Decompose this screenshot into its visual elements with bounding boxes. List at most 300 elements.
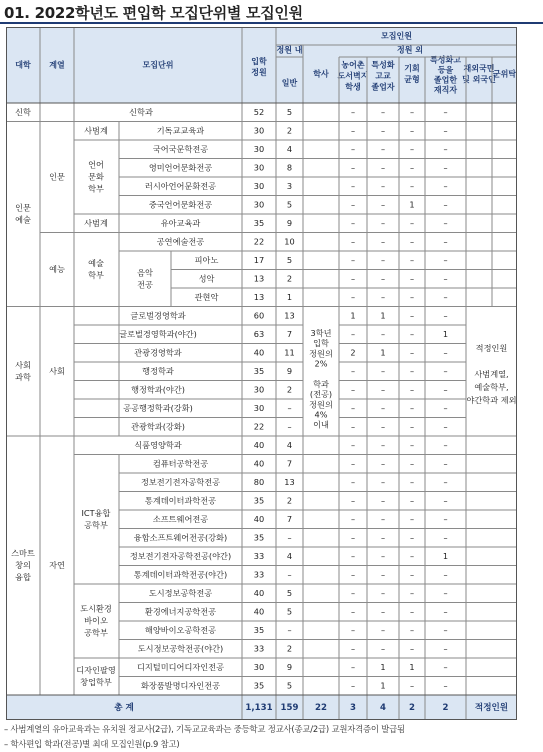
farm-value: – — [350, 476, 356, 487]
bachelor-note: 입학 — [313, 338, 329, 349]
header-in-quota: 정원 내 — [276, 45, 303, 55]
special-hs-value: – — [380, 180, 386, 191]
equal-value: – — [409, 532, 415, 543]
quota-value: 80 — [253, 476, 265, 487]
special-hs-value: 1 — [380, 661, 386, 672]
quota-value: 22 — [253, 236, 265, 247]
unit-name: 정보전기전자공학전공(야간) — [129, 550, 232, 561]
header-general: 일반 — [281, 78, 298, 88]
general-value: – — [287, 624, 292, 635]
quota-value: 40 — [253, 513, 265, 524]
equal-value: – — [409, 439, 415, 450]
special-work-value: – — [443, 661, 448, 672]
special-work-value: – — [443, 180, 448, 191]
special-hs-value: – — [380, 532, 386, 543]
farm-value: – — [350, 513, 356, 524]
general-value: 13 — [284, 476, 295, 487]
quota-value: 40 — [253, 587, 265, 598]
unit-name: 통계데이터과학전공(야간) — [133, 569, 228, 580]
special-hs-value: 1 — [380, 347, 386, 358]
quota-value: 30 — [253, 180, 265, 191]
special-work-value: – — [443, 125, 448, 136]
special-hs-value: – — [380, 402, 386, 413]
equal-value: – — [409, 643, 415, 654]
general-value: – — [287, 569, 292, 580]
page-title: 01. 2022학년도 편입학 모집단위별 모집인원 — [4, 4, 303, 22]
special-work-value: – — [443, 199, 448, 210]
general-value: 4 — [286, 439, 293, 450]
general-value: 1 — [286, 291, 293, 302]
header-special-hs: 졸업자 — [371, 82, 395, 92]
equal-value: – — [409, 476, 415, 487]
header-quota: 정원 — [251, 68, 267, 77]
bachelor-note: 학과 — [313, 378, 329, 389]
general-value: 2 — [286, 495, 293, 506]
bachelor-note: 이내 — [313, 419, 329, 430]
header-unit: 모집단위 — [142, 60, 174, 70]
general-value: – — [287, 421, 292, 432]
special-hs-value: 1 — [380, 680, 386, 691]
unit-name: 피아노 — [194, 254, 219, 265]
group-label: 사범계 — [84, 125, 108, 136]
college-label: 창의 — [15, 560, 31, 570]
bachelor-note: 정원의 — [309, 348, 333, 359]
quota-value: 35 — [253, 532, 265, 543]
farm-value: – — [350, 125, 356, 136]
equal-value: – — [409, 125, 415, 136]
quota-value: 30 — [253, 661, 265, 672]
general-value: 5 — [286, 254, 293, 265]
special-work-value: – — [443, 291, 448, 302]
farm-value: – — [350, 291, 356, 302]
farm-value: – — [350, 365, 356, 376]
unit-name: 국어국문학전공 — [152, 143, 209, 154]
unit-name: 도시정보공학전공 — [148, 587, 213, 598]
college-label: 사회 — [15, 359, 31, 370]
foreign-note: 예술학부, — [474, 381, 509, 392]
equal-value: – — [409, 624, 415, 635]
field-label: 자연 — [49, 560, 65, 570]
header-farm: 농어촌 — [341, 60, 365, 70]
equal-value: – — [409, 347, 415, 358]
special-work-value: – — [443, 162, 448, 173]
general-value: 5 — [286, 199, 293, 210]
special-hs-value: – — [380, 328, 386, 339]
farm-value: – — [350, 106, 356, 117]
general-value: 5 — [286, 680, 293, 691]
special-hs-value: – — [380, 291, 386, 302]
unit-name: 화장품발명디자인전공 — [140, 680, 221, 691]
equal-value: – — [409, 513, 415, 524]
field-label: 예능 — [49, 264, 65, 274]
group-label: 학부 — [88, 183, 104, 194]
special-work-value: – — [443, 365, 448, 376]
total-special-hs: 4 — [380, 703, 386, 713]
equal-value: – — [409, 310, 415, 321]
foreign-note: 적정인원 — [475, 342, 508, 353]
special-hs-value: – — [380, 569, 386, 580]
quota-value: 40 — [253, 439, 265, 450]
header-quota: 입학 — [251, 57, 267, 66]
title-rule — [0, 22, 543, 24]
unit-name: 영미언어문화전공 — [148, 162, 213, 173]
group-label: 음악 — [137, 267, 153, 278]
unit-name: 글로벌경영학과(야간) — [119, 328, 197, 339]
farm-value: – — [350, 402, 356, 413]
general-value: 5 — [286, 106, 293, 117]
farm-value: – — [350, 569, 356, 580]
unit-name: 공연예술전공 — [156, 236, 205, 247]
unit-name: 환경에너지공학전공 — [144, 606, 217, 617]
field-label: 인문 — [49, 171, 65, 182]
farm-value: – — [350, 328, 356, 339]
farm-value: – — [350, 162, 356, 173]
farm-value: 1 — [350, 310, 356, 321]
equal-value: 1 — [409, 661, 415, 672]
equal-value: – — [409, 421, 415, 432]
quota-value: 13 — [253, 291, 265, 302]
unit-name: 공공행정학과(강화) — [123, 402, 193, 413]
equal-value: – — [409, 384, 415, 395]
general-value: 8 — [286, 162, 293, 173]
special-work-value: – — [443, 606, 448, 617]
special-work-value: – — [443, 217, 448, 228]
general-value: 9 — [286, 365, 293, 376]
header-special-work: 졸업한 — [433, 75, 458, 85]
special-work-value: – — [443, 347, 448, 358]
bachelor-note: 2% — [314, 358, 328, 369]
special-work-value: – — [443, 513, 448, 524]
special-work-value: – — [443, 587, 448, 598]
farm-value: – — [350, 587, 356, 598]
farm-value: – — [350, 273, 356, 284]
quota-value: 40 — [253, 347, 265, 358]
group-label: 바이오 — [84, 615, 108, 626]
header-farm: 도서벽지 — [337, 71, 369, 81]
general-value: 4 — [286, 143, 293, 154]
general-value: 5 — [286, 587, 293, 598]
unit-name: 정보전기전자공학전공 — [140, 476, 221, 487]
equal-value: – — [409, 495, 415, 506]
equal-value: 1 — [409, 199, 415, 210]
special-work-value: – — [443, 476, 448, 487]
quota-value: 30 — [253, 402, 265, 413]
quota-value: 35 — [253, 495, 265, 506]
special-work-value: 1 — [442, 328, 449, 339]
header-military: 군위탁 — [492, 69, 517, 79]
header-special-work: 특성화고 — [430, 55, 461, 65]
farm-value: – — [350, 495, 356, 506]
special-hs-value: – — [380, 421, 386, 432]
group-label: 문화 — [88, 171, 104, 182]
unit-name: 해양바이오공학전공 — [144, 624, 217, 635]
special-hs-value: – — [380, 384, 386, 395]
group-label: 전공 — [137, 279, 153, 290]
footnote-1: – 사범계열의 유아교육과는 유치원 정교사(2급), 기독교교육과는 중등학교 정교사(종교/2급) 교원자격증이 발급됨 — [4, 724, 405, 734]
group-label: 예술 — [88, 258, 104, 268]
farm-value: – — [350, 680, 356, 691]
special-work-value: – — [443, 310, 448, 321]
equal-value: – — [409, 458, 415, 469]
farm-value: – — [350, 532, 356, 543]
special-work-value: – — [443, 384, 448, 395]
equal-value: – — [409, 162, 415, 173]
special-hs-value: – — [380, 365, 386, 376]
foreign-note: 야간학과 제외 — [466, 394, 517, 405]
unit-name: 통계데이터과학전공 — [144, 495, 217, 506]
farm-value: – — [350, 661, 356, 672]
unit-name: 유아교육과 — [160, 217, 201, 228]
header-special-work: 재직자 — [433, 85, 458, 95]
farm-value: – — [350, 236, 356, 247]
college-label: 인문 — [15, 202, 31, 213]
group-label: 디자인팔영 — [76, 665, 116, 675]
farm-value: – — [350, 643, 356, 654]
unit-name: 러시아언어문화전공 — [144, 180, 217, 191]
general-value: 9 — [286, 217, 293, 228]
general-value: 7 — [286, 513, 293, 524]
header-recruit: 모집인원 — [381, 31, 412, 41]
group-label: 공학부 — [84, 627, 108, 638]
general-value: 11 — [284, 347, 295, 358]
unit-name: 융합소프트웨어전공(강화) — [133, 532, 228, 543]
foreign-note: 사범계열, — [474, 368, 509, 379]
quota-value: 35 — [253, 624, 265, 635]
unit-name: 식품영양학과 — [134, 439, 182, 450]
total-special-work: 2 — [442, 703, 449, 713]
quota-value: 17 — [253, 254, 265, 265]
unit-name: 디지털미디어디자인전공 — [136, 661, 225, 672]
unit-name: 신학과 — [129, 106, 153, 117]
college-label: 신학 — [15, 106, 31, 117]
special-hs-value: – — [380, 606, 386, 617]
quota-value: 13 — [253, 273, 265, 284]
farm-value: – — [350, 143, 356, 154]
admission-table — [6, 27, 517, 720]
unit-name: 관광학과(강화) — [131, 421, 185, 432]
special-work-value: – — [443, 236, 448, 247]
special-work-value: – — [443, 143, 448, 154]
bachelor-note: (전공) — [309, 389, 333, 400]
general-value: 10 — [284, 236, 295, 247]
special-hs-value: – — [380, 513, 386, 524]
special-hs-value: – — [380, 273, 386, 284]
college-label: 융합 — [15, 572, 31, 582]
quota-value: 33 — [253, 643, 265, 654]
special-hs-value: – — [380, 624, 386, 635]
unit-name: 중국언어문화전공 — [148, 199, 213, 210]
header-special-work: 등을 — [437, 65, 454, 75]
quota-value: 30 — [253, 199, 265, 210]
special-hs-value: – — [380, 199, 386, 210]
general-value: 13 — [284, 310, 295, 321]
farm-value: – — [350, 217, 356, 228]
quota-value: 30 — [253, 162, 265, 173]
unit-name: 관광경영학과 — [134, 347, 182, 358]
special-hs-value: – — [380, 550, 386, 561]
total-general: 159 — [280, 703, 299, 713]
quota-value: 33 — [253, 569, 265, 580]
equal-value: – — [409, 402, 415, 413]
total-equal: 2 — [409, 703, 415, 713]
total-farm: 3 — [350, 703, 356, 713]
group-label: 창업학부 — [80, 677, 112, 687]
total-foreign: 적정인원 — [474, 703, 509, 713]
unit-name: 관현악 — [194, 291, 219, 302]
unit-name: 행정학과(야간) — [131, 384, 185, 395]
general-value: – — [287, 532, 292, 543]
quota-value: 30 — [253, 125, 265, 136]
special-hs-value: – — [380, 125, 386, 136]
unit-name: 컴퓨터공학전공 — [152, 458, 209, 469]
general-value: 3 — [286, 180, 293, 191]
special-hs-value: – — [380, 643, 386, 654]
equal-value: – — [409, 680, 415, 691]
special-hs-value: – — [380, 143, 386, 154]
bachelor-note: 정원의 — [309, 399, 333, 410]
farm-value: – — [350, 458, 356, 469]
equal-value: – — [409, 550, 415, 561]
header-equal: 균형 — [404, 75, 420, 84]
equal-value: – — [409, 106, 415, 117]
total-label: 총 계 — [114, 703, 134, 713]
equal-value: – — [409, 143, 415, 154]
general-value: 2 — [286, 273, 293, 284]
special-work-value: – — [443, 495, 448, 506]
unit-name: 성악 — [198, 273, 215, 284]
special-work-value: – — [443, 402, 448, 413]
equal-value: – — [409, 291, 415, 302]
special-work-value: – — [443, 680, 448, 691]
group-label: 사범계 — [84, 217, 108, 228]
special-work-value: – — [443, 624, 448, 635]
quota-value: 60 — [253, 310, 265, 321]
total-quota: 1,131 — [245, 703, 273, 713]
special-hs-value: – — [380, 476, 386, 487]
equal-value: – — [409, 254, 415, 265]
special-work-value: – — [443, 569, 448, 580]
special-work-value: 1 — [442, 550, 449, 561]
header-college: 대학 — [15, 60, 31, 70]
quota-value: 63 — [253, 328, 265, 339]
special-hs-value: – — [380, 495, 386, 506]
equal-value: – — [409, 569, 415, 580]
unit-name: 행정학과 — [142, 365, 174, 376]
general-value: 5 — [286, 606, 293, 617]
header-foreign: 및 외국인 — [462, 75, 496, 84]
unit-name: 소프트웨어전공 — [152, 513, 209, 524]
farm-value: – — [350, 439, 356, 450]
bachelor-note: 4% — [314, 409, 328, 420]
unit-name: 도시정보공학전공(야간) — [137, 643, 224, 654]
equal-value: – — [409, 273, 415, 284]
equal-value: – — [409, 606, 415, 617]
general-value: 2 — [286, 125, 293, 136]
farm-value: – — [350, 624, 356, 635]
footnote-2: – 학사편입 학과(전공)별 최대 모집인원(p.9 참고) — [4, 739, 180, 749]
special-hs-value: – — [380, 254, 386, 265]
farm-value: – — [350, 180, 356, 191]
bachelor-note: 3학년 — [310, 327, 332, 338]
equal-value: – — [409, 217, 415, 228]
header-farm: 학생 — [345, 82, 361, 92]
total-bachelor: 22 — [315, 703, 327, 713]
farm-value: – — [350, 384, 356, 395]
college-label: 과학 — [15, 371, 31, 382]
group-label: 학부 — [88, 270, 104, 280]
general-value: 2 — [286, 384, 293, 395]
quota-value: 33 — [253, 550, 265, 561]
header-equal: 기회 — [404, 64, 420, 73]
special-hs-value: – — [380, 587, 386, 598]
special-work-value: – — [443, 439, 448, 450]
header-special-hs: 고교 — [375, 71, 391, 81]
special-hs-value: – — [380, 106, 386, 117]
header-out-quota: 정원 외 — [397, 45, 423, 55]
quota-value: 35 — [253, 217, 265, 228]
general-value: 4 — [286, 550, 293, 561]
group-label: ICT융합 — [81, 507, 111, 518]
equal-value: – — [409, 365, 415, 376]
farm-value: – — [350, 550, 356, 561]
group-label: 공학부 — [84, 519, 108, 530]
special-work-value: – — [443, 273, 448, 284]
equal-value: – — [409, 328, 415, 339]
quota-value: 52 — [253, 106, 265, 117]
unit-name: 기독교교육과 — [156, 125, 205, 136]
field-label: 사회 — [49, 365, 65, 376]
special-hs-value: – — [380, 217, 386, 228]
farm-value: – — [350, 606, 356, 617]
equal-value: – — [409, 587, 415, 598]
special-work-value: – — [443, 106, 448, 117]
special-work-value: – — [443, 643, 448, 654]
farm-value: – — [350, 199, 356, 210]
special-hs-value: – — [380, 458, 386, 469]
general-value: – — [287, 402, 292, 413]
quota-value: 40 — [253, 606, 265, 617]
special-work-value: – — [443, 532, 448, 543]
general-value: 9 — [286, 661, 293, 672]
general-value: 2 — [286, 643, 293, 654]
special-work-value: – — [443, 421, 448, 432]
special-work-value: – — [443, 458, 448, 469]
farm-value: – — [350, 254, 356, 265]
group-label: 언어 — [88, 159, 104, 170]
special-hs-value: – — [380, 439, 386, 450]
group-label: 도시환경 — [80, 603, 112, 614]
college-label: 스마트 — [11, 548, 35, 558]
quota-value: 40 — [253, 458, 265, 469]
farm-value: 2 — [350, 347, 356, 358]
quota-value: 35 — [253, 680, 265, 691]
special-hs-value: 1 — [380, 310, 386, 321]
equal-value: – — [409, 236, 415, 247]
quota-value: 30 — [253, 143, 265, 154]
unit-name: 글로벌경영학과 — [130, 310, 186, 321]
special-hs-value: – — [380, 162, 386, 173]
header-field: 계열 — [49, 60, 65, 70]
special-hs-value: – — [380, 236, 386, 247]
header-bachelor: 학사 — [313, 69, 329, 79]
farm-value: – — [350, 421, 356, 432]
header-special-hs: 특성화 — [371, 60, 395, 70]
general-value: 7 — [286, 458, 293, 469]
equal-value: – — [409, 180, 415, 191]
header-foreign: 재외국민 — [463, 64, 495, 73]
quota-value: 35 — [253, 365, 265, 376]
special-work-value: – — [443, 254, 448, 265]
